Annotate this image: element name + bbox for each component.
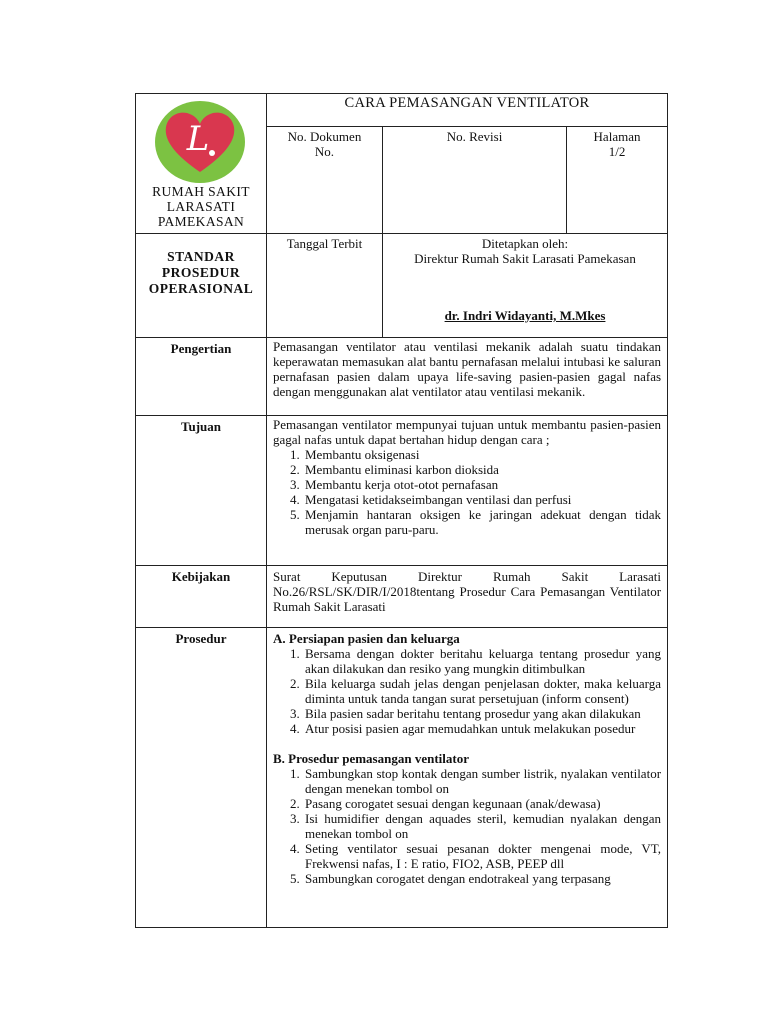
hospital-line: LARASATI <box>166 199 236 214</box>
hospital-line: RUMAH SAKIT <box>152 184 250 199</box>
logo-letter: L <box>186 119 210 159</box>
pengertian-label: Pengertian <box>136 338 267 416</box>
sop-line: PROSEDUR <box>161 265 241 280</box>
kebijakan-text: Surat Keputusan Direktur Rumah Sakit Larasati No.26/RSL/SK/DIR/I/2018tentang Prosedur Cara Pemasangan Ventilator Rumah Sakit Larasati <box>267 566 668 628</box>
list-item: 4. Mengatasi ketidakseimbangan ventilasi dan perfusi <box>303 492 661 507</box>
ditetapkan-cell <box>383 234 668 338</box>
document-title: CARA PEMASANGAN VENTILATOR <box>267 94 668 127</box>
prosedur-a-title: A. Persiapan pasien dan keluarga <box>273 631 460 646</box>
prosedur-cell <box>267 628 668 928</box>
list-item: 2. Pasang corogatet sesuai dengan kegunaan (anak/dewasa) <box>303 796 661 811</box>
list-item: 1. Membantu oksigenasi <box>303 447 661 462</box>
sop-document <box>135 93 667 928</box>
halaman-label: Halaman <box>593 129 641 144</box>
prosedur-b-list <box>273 766 661 886</box>
list-item: 3. Isi humidifier dengan aquades steril, kemudian nyalakan dengan menekan tombol on <box>303 811 661 841</box>
tujuan-list <box>273 447 661 537</box>
ditetapkan-label: Ditetapkan oleh: <box>481 236 569 251</box>
halaman-value: 1/2 <box>608 144 626 159</box>
ditetapkan-by: Direktur Rumah Sakit Larasati Pamekasan <box>414 251 636 266</box>
sop-label <box>136 234 267 338</box>
no-revisi-label: No. Revisi <box>446 129 503 144</box>
tanggal-terbit-label: Tanggal Terbit <box>286 236 363 251</box>
halaman-cell <box>567 127 668 234</box>
prosedur-a-list <box>273 646 661 736</box>
list-item: 5. Sambungkan corogatet dengan endotrakeal yang terpasang <box>303 871 661 886</box>
list-item: 3. Bila pasien sadar beritahu tentang prosedur yang akan dilakukan <box>303 706 661 721</box>
no-dokumen-label: No. Dokumen <box>287 129 362 144</box>
prosedur-label: Prosedur <box>136 628 267 928</box>
tanggal-terbit-cell <box>267 234 383 338</box>
list-item: 2. Bila keluarga sudah jelas dengan penjelasan dokter, maka keluarga diminta untuk tanda tangan surat persetujuan (inform consent) <box>303 676 661 706</box>
list-item: 4. Seting ventilator sesuai pesanan dokter mengenai mode, VT, Frekwensi nafas, I : E ratio, FIO2, ASB, PEEP dll <box>303 841 661 871</box>
list-item: 3. Membantu kerja otot-otot pernafasan <box>303 477 661 492</box>
sop-table <box>135 93 668 928</box>
sop-line: OPERASIONAL <box>148 281 254 296</box>
list-item: 2. Membantu eliminasi karbon dioksida <box>303 462 661 477</box>
sop-line: STANDAR <box>167 249 235 264</box>
no-dokumen-value: No. <box>314 144 335 159</box>
tujuan-label: Tujuan <box>136 416 267 566</box>
list-item: 1. Sambungkan stop kontak dengan sumber listrik, nyalakan ventilator dengan menekan tombol on <box>303 766 661 796</box>
logo-cell <box>136 94 267 234</box>
hospital-line: PAMEKASAN <box>157 214 245 229</box>
tujuan-cell <box>267 416 668 566</box>
list-item: 4. Atur posisi pasien agar memudahkan untuk melakukan posedur <box>303 721 661 736</box>
no-revisi-cell <box>383 127 567 234</box>
list-item: 1. Bersama dengan dokter beritahu keluarga tentang prosedur yang akan dilakukan dan resiko yang mungkin ditimbulkan <box>303 646 661 676</box>
pengertian-text: Pemasangan ventilator atau ventilasi mekanik adalah suatu tindakan keperawatan memasukan alat bantu pernafasan melalui intubasi ke saluran pernafasan pasien dalam upaya life-saving pasien-pasien gagal nafas dengan menggunakan alat ventilator atau ventilasi mekanik. <box>267 338 668 416</box>
prosedur-b-title: B. Prosedur pemasangan ventilator <box>273 751 469 766</box>
tujuan-intro: Pemasangan ventilator mempunyai tujuan untuk membantu pasien-pasien gagal nafas untuk dapat bertahan hidup dengan cara ; <box>273 417 662 447</box>
no-dokumen-cell <box>267 127 383 234</box>
hospital-logo <box>154 100 246 184</box>
hospital-name <box>136 184 266 229</box>
kebijakan-label: Kebijakan <box>136 566 267 628</box>
list-item: 5. Menjamin hantaran oksigen ke jaringan adekuat dengan tidak merusak organ paru-paru. <box>303 507 661 537</box>
signer-name: dr. Indri Widayanti, M.Mkes <box>444 308 606 323</box>
